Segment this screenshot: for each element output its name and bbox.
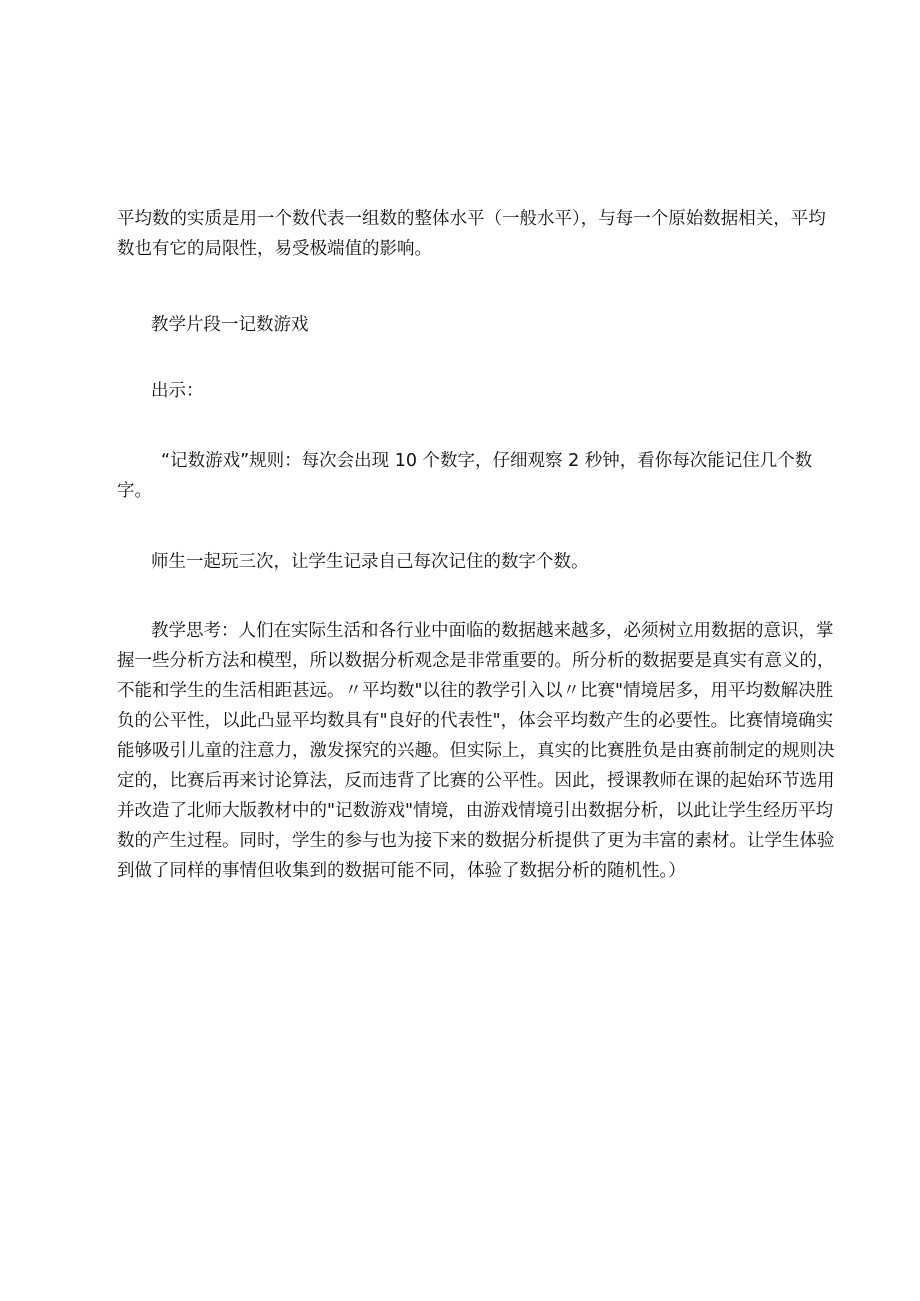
text-line: 数的产生过程。同时，学生的参与也为接下来的数据分析提供了更为丰富的素材。让学生体验 [117, 831, 835, 851]
paragraph-definition [117, 204, 826, 264]
text-line: 师生一起玩三次，让学生记录自己每次记住的数字个数。 [151, 552, 589, 572]
text-line: 并改造了北师大版教材中的"记数游戏"情境，由游戏情境引出数据分析，以此让学生经历平均 [117, 801, 834, 821]
text-line: 能够吸引儿童的注意力，激发探究的兴趣。但实际上，真实的比赛胜负是由赛前制定的规则决 [117, 741, 835, 761]
text-line: 出示： [151, 381, 204, 401]
paragraph-teaching-reflection [117, 616, 835, 886]
paragraph-section-title [117, 310, 817, 340]
text-line: 平均数的实质是用一个数代表一组数的整体水平（一般水平），与每一个原始数据相关，平均 [117, 209, 826, 229]
text-line: 负的公平性，以此凸显平均数具有"良好的代表性"，体会平均数产生的必要性。比赛情境确实 [117, 711, 834, 731]
text-line: 字。 [117, 481, 152, 501]
text-line: 数也有它的局限性，易受极端值的影响。 [117, 239, 432, 259]
text-line: 定的，比赛后再来讨论算法，反而违背了比赛的公平性。因此，授课教师在课的起始环节选用 [117, 771, 835, 791]
text-line: 握一些分析方法和模型，所以数据分析观念是非常重要的。所分析的数据要是真实有意义的， [117, 651, 835, 671]
paragraph-show [117, 376, 817, 406]
paragraph-play [117, 547, 817, 577]
text-line: 教学思考：人们在实际生活和各行业中面临的数据越来越多，必须树立用数据的意识，掌 [151, 621, 834, 641]
text-line: 到做了同样的事情但收集到的数据可能不同，体验了数据分析的随机性。） [117, 861, 686, 881]
paragraph-game-rules [117, 446, 817, 506]
text-line: 不能和学生的生活相距甚远。〃平均数"以往的教学引入以〃比赛"情境居多，用平均数解决胜 [117, 681, 834, 701]
section-title: 教学片段一记数游戏 [151, 315, 309, 335]
text-line: “记数游戏”规则：每次会出现 10 个数字，仔细观察 2 秒钟，看你每次能记住几个数 [161, 451, 813, 471]
